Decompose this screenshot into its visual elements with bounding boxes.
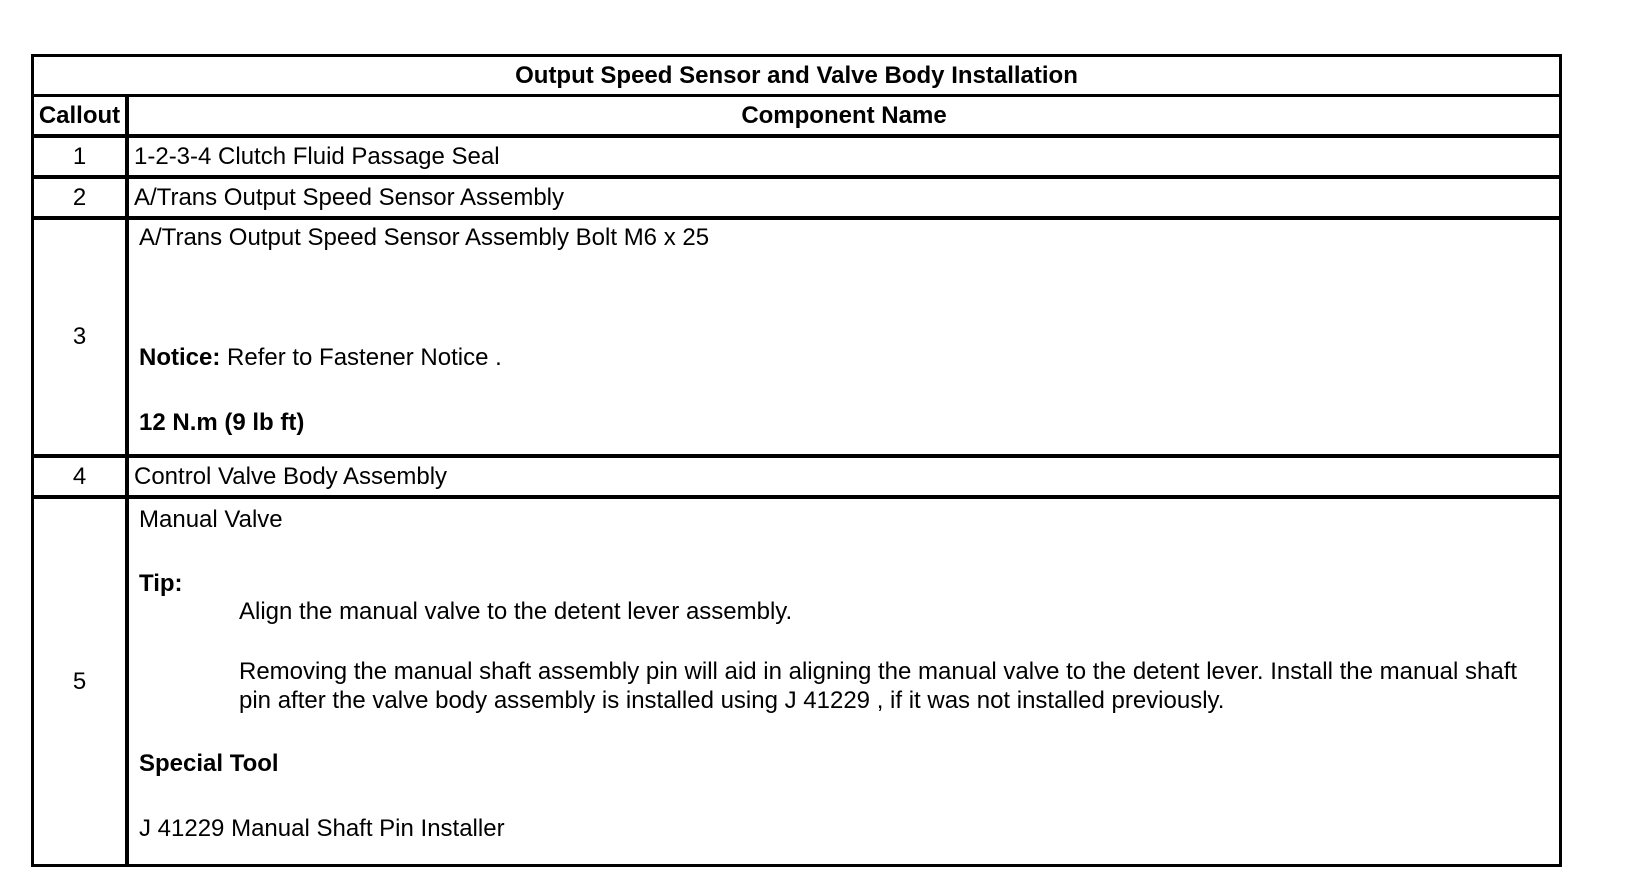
special-tool-name: J 41229 Manual Shaft Pin Installer [139, 815, 505, 842]
callout-cell: 1 [34, 138, 129, 175]
component-name-cell: A/Trans Output Speed Sensor Assembly [134, 183, 564, 211]
callout-cell: 5 [34, 499, 129, 864]
callout-cell: 2 [34, 179, 129, 216]
component-name-cell: 1-2-3-4 Clutch Fluid Passage Seal [134, 142, 500, 170]
tip-label: Tip: [139, 570, 183, 597]
component-name-cell [129, 220, 1559, 454]
component-name-cell: Control Valve Body Assembly [134, 462, 448, 490]
callout-cell: 4 [34, 458, 129, 495]
table-row-5 [34, 499, 1559, 867]
component-name-text: Manual Valve [139, 506, 283, 533]
table-row-3 [34, 220, 1559, 458]
tip-text-2: Removing the manual shaft assembly pin will aid in aligning the manual valve to the detent lever. Install the manual shaft pin after the valve body assembly is installed using J 41229 , if it was not installed previously. [239, 658, 1518, 714]
tip-text-1: Align the manual valve to the detent lever assembly. [239, 598, 793, 625]
table-title-text: Output Speed Sensor and Valve Body Installation [515, 61, 1078, 89]
component-name-cell [129, 499, 1559, 864]
component-table [31, 54, 1562, 867]
notice-text: Refer to Fastener Notice . [220, 344, 502, 371]
component-name-text: A/Trans Output Speed Sensor Assembly Bolt M6 x 25 [139, 224, 710, 251]
table-row-1 [34, 138, 1559, 179]
header-component-name: Component Name [741, 101, 947, 129]
header-callout: Callout [34, 97, 129, 134]
table-row-2 [34, 179, 1559, 220]
table-header-row [34, 97, 1559, 138]
notice-label: Notice: [139, 344, 221, 371]
special-tool-label: Special Tool [139, 750, 279, 777]
table-row-4 [34, 458, 1559, 499]
callout-cell: 3 [34, 220, 129, 454]
table-title [34, 57, 1559, 97]
torque-value: 12 N.m (9 lb ft) [139, 409, 305, 436]
notice-line [139, 343, 502, 372]
torque-spec [139, 408, 304, 437]
